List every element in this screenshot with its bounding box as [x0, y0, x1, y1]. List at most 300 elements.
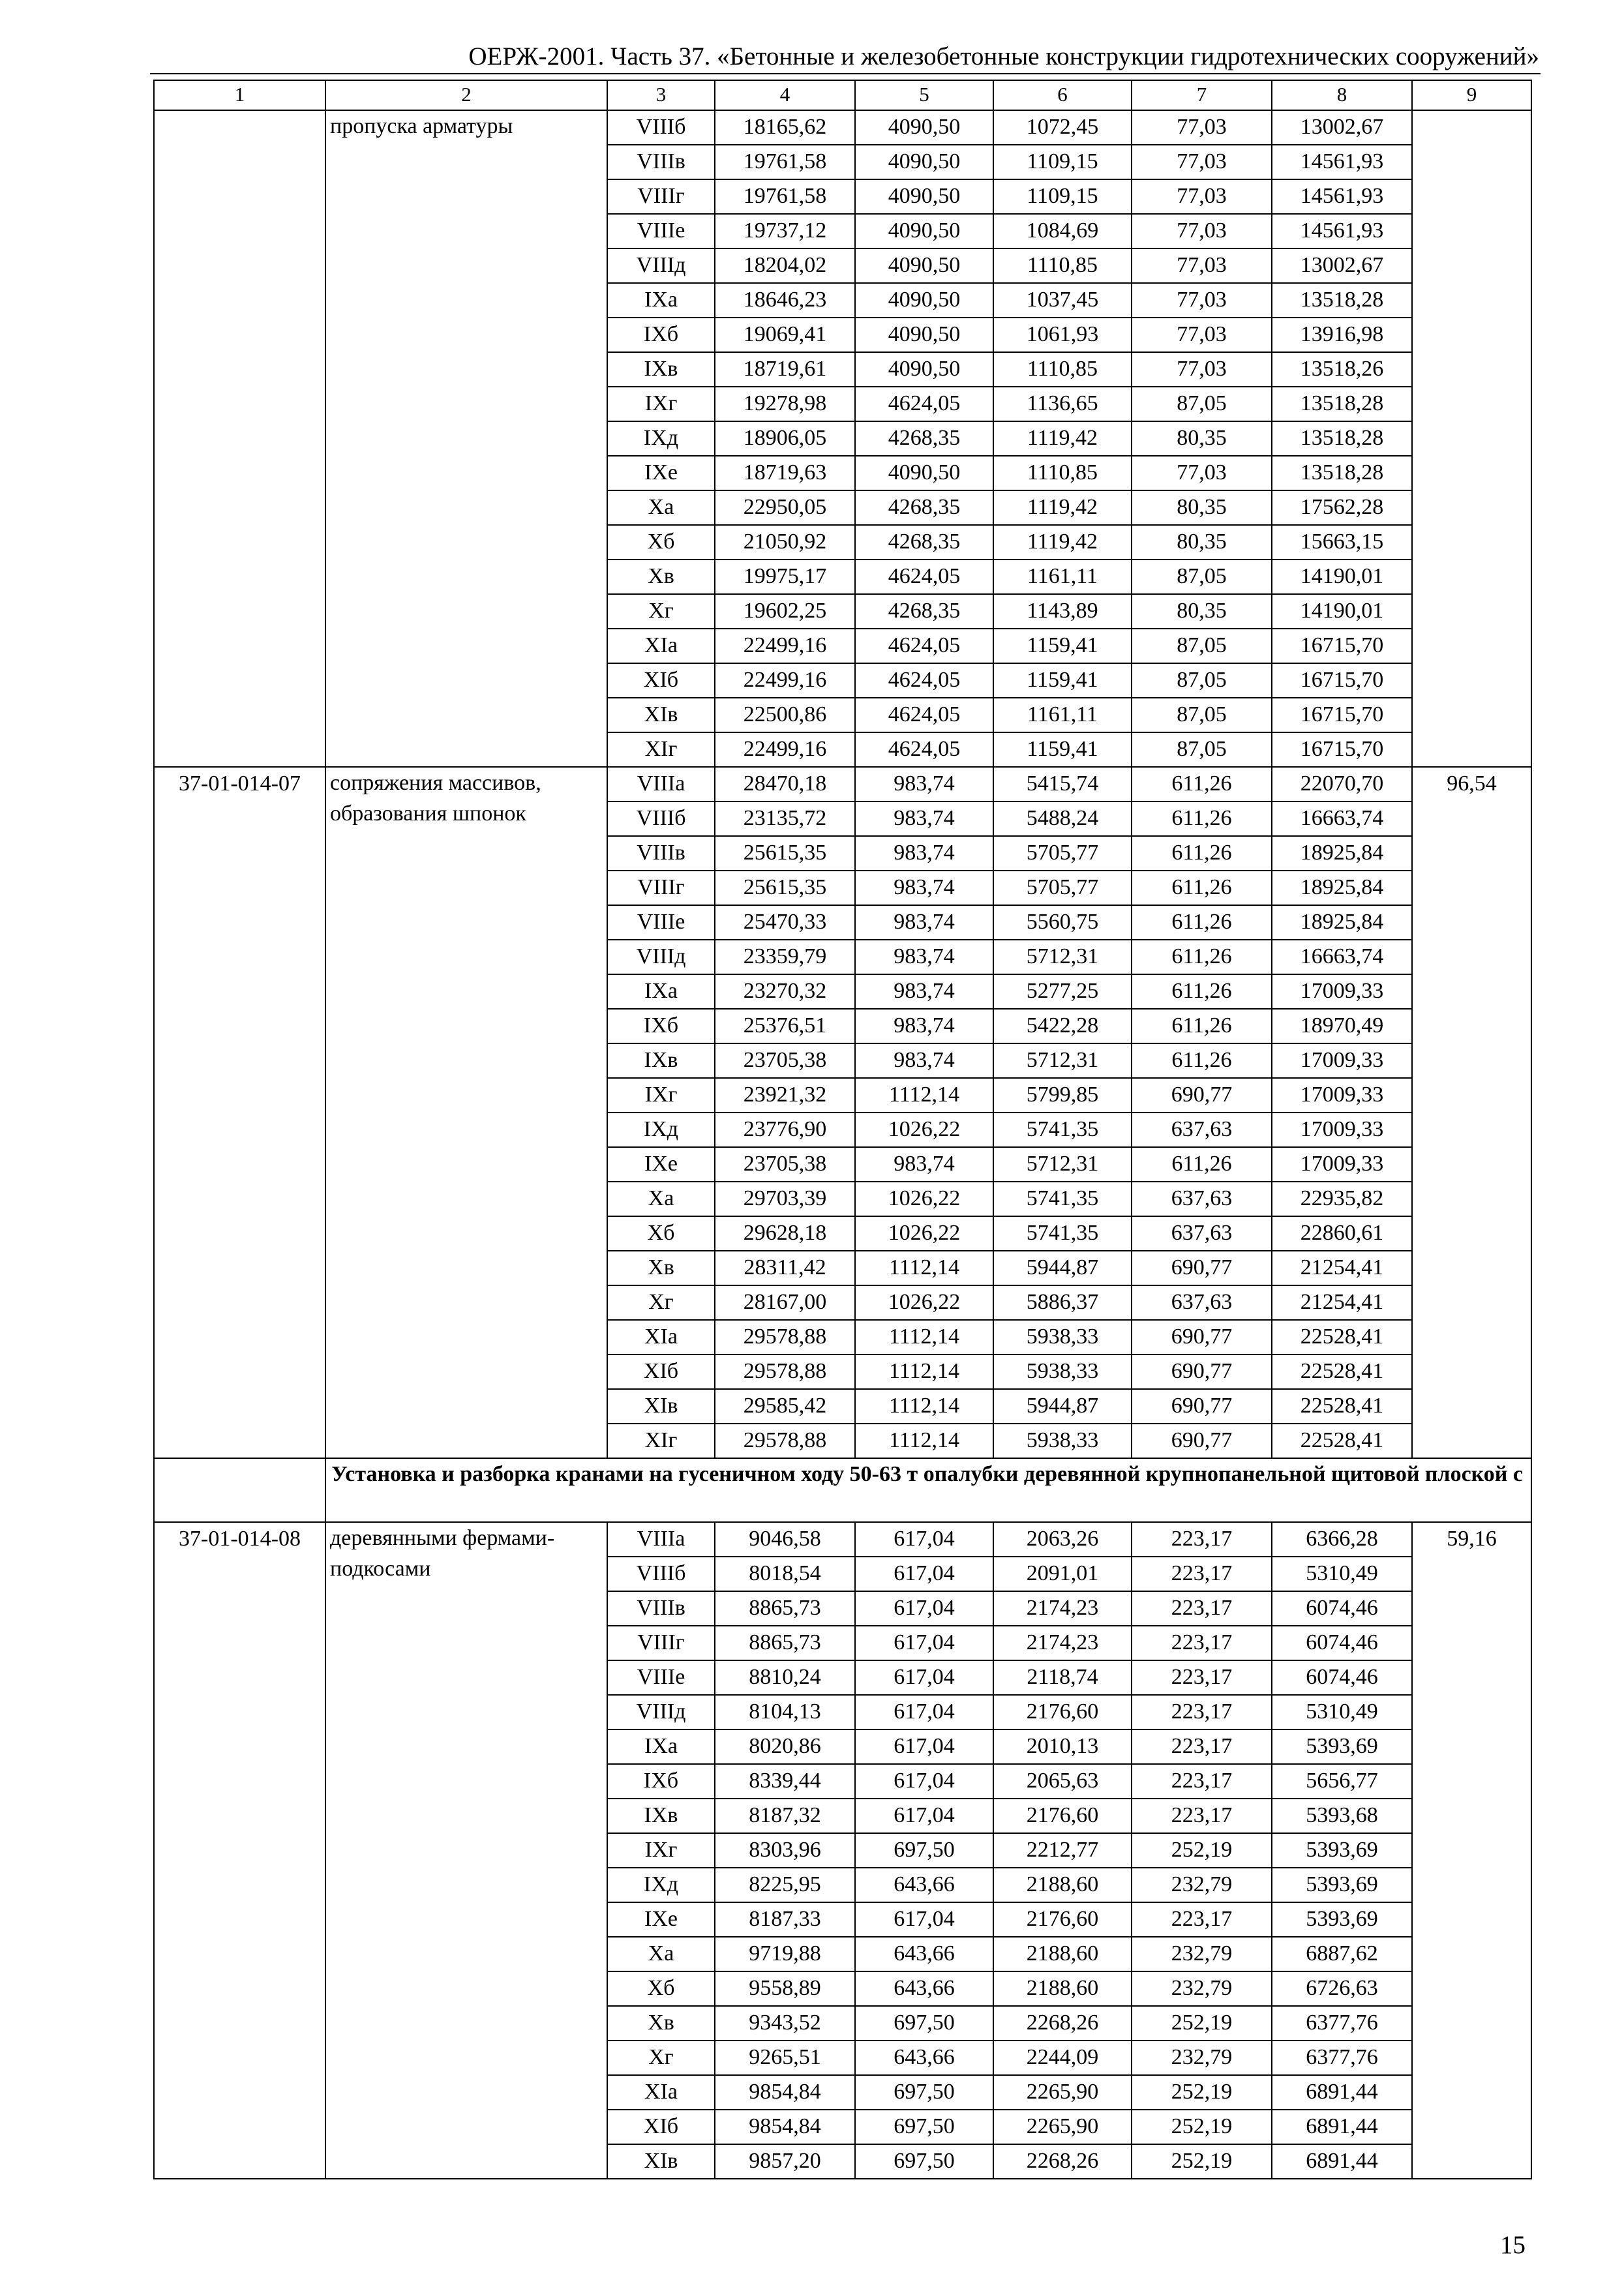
value-cell: 77,03: [1132, 318, 1272, 352]
column-number: 7: [1132, 80, 1272, 110]
value-cell: 5944,87: [993, 1389, 1132, 1424]
category-cell: VIIIд: [607, 248, 715, 283]
category-cell: XIа: [607, 2075, 715, 2110]
category-cell: VIIIб: [607, 1557, 715, 1591]
value-cell: 18925,84: [1272, 871, 1412, 905]
value-cell: 983,74: [855, 871, 993, 905]
value-cell: 4624,05: [855, 663, 993, 698]
value-cell: 252,19: [1132, 2075, 1272, 2110]
value-cell: 4090,50: [855, 179, 993, 214]
value-cell: 28470,18: [715, 767, 855, 801]
value-cell: 232,79: [1132, 1937, 1272, 1971]
value-cell: 4090,50: [855, 214, 993, 248]
value-cell: 1112,14: [855, 1320, 993, 1354]
value-cell: 617,04: [855, 1799, 993, 1833]
value-cell: 14561,93: [1272, 179, 1412, 214]
value-cell: 19278,98: [715, 387, 855, 421]
category-cell: IXв: [607, 352, 715, 387]
category-cell: XIа: [607, 1320, 715, 1354]
value-cell: 16663,74: [1272, 801, 1412, 836]
value-cell: 697,50: [855, 2110, 993, 2144]
column-number-row: [154, 80, 1531, 110]
value-cell: 25470,33: [715, 905, 855, 940]
value-cell: 611,26: [1132, 871, 1272, 905]
value-cell: 4090,50: [855, 352, 993, 387]
value-cell: 22950,05: [715, 490, 855, 525]
value-cell: 1026,22: [855, 1182, 993, 1216]
category-cell: Xг: [607, 1285, 715, 1320]
page-number: 15: [1500, 2231, 1526, 2259]
value-cell: 2118,74: [993, 1660, 1132, 1695]
value-cell: 16663,74: [1272, 940, 1412, 974]
value-cell: 19975,17: [715, 560, 855, 594]
value-cell: 223,17: [1132, 1626, 1272, 1660]
value-cell: 87,05: [1132, 560, 1272, 594]
value-cell: 5938,33: [993, 1320, 1132, 1354]
value-cell: 22528,41: [1272, 1424, 1412, 1458]
value-cell: 77,03: [1132, 248, 1272, 283]
column-number: 8: [1272, 80, 1412, 110]
value-cell: 13518,26: [1272, 352, 1412, 387]
category-cell: XIб: [607, 2110, 715, 2144]
value-cell: 18204,02: [715, 248, 855, 283]
value-cell: 637,63: [1132, 1113, 1272, 1147]
running-header: ОЕРЖ-2001. Часть 37. «Бетонные и железобетонные конструкции гидротехнических сооружений»: [468, 42, 1539, 70]
value-cell: 2188,60: [993, 1937, 1132, 1971]
value-cell: 1112,14: [855, 1251, 993, 1285]
value-cell: 9854,84: [715, 2110, 855, 2144]
category-cell: VIIIб: [607, 801, 715, 836]
category-cell: VIIIв: [607, 1591, 715, 1626]
value-cell: 252,19: [1132, 2110, 1272, 2144]
category-cell: IXд: [607, 421, 715, 456]
value-cell: 223,17: [1132, 1522, 1272, 1557]
value-cell: 611,26: [1132, 940, 1272, 974]
row-name: деревянными фермами-подкосами: [325, 1522, 607, 2179]
value-cell: 643,66: [855, 2041, 993, 2075]
category-cell: IXд: [607, 1113, 715, 1147]
value-cell: 1037,45: [993, 283, 1132, 318]
value-cell: 1110,85: [993, 248, 1132, 283]
value-cell: 18646,23: [715, 283, 855, 318]
value-cell: 4090,50: [855, 248, 993, 283]
value-cell: 4268,35: [855, 421, 993, 456]
value-cell: 16715,70: [1272, 698, 1412, 732]
value-cell: 5310,49: [1272, 1557, 1412, 1591]
value-cell: 13916,98: [1272, 318, 1412, 352]
value-cell: 5741,35: [993, 1113, 1132, 1147]
value-cell: 18925,84: [1272, 836, 1412, 871]
value-cell: 5393,69: [1272, 1729, 1412, 1764]
value-cell: 17009,33: [1272, 974, 1412, 1009]
value-cell: 690,77: [1132, 1354, 1272, 1389]
category-cell: IXе: [607, 456, 715, 490]
value-cell: 14561,93: [1272, 145, 1412, 179]
value-cell: 17009,33: [1272, 1078, 1412, 1113]
value-cell: 8020,86: [715, 1729, 855, 1764]
value-cell: 697,50: [855, 2144, 993, 2179]
value-cell: 14190,01: [1272, 560, 1412, 594]
value-cell: 2188,60: [993, 1868, 1132, 1902]
value-cell: 87,05: [1132, 387, 1272, 421]
value-cell: 19737,12: [715, 214, 855, 248]
category-cell: Xв: [607, 560, 715, 594]
value-cell: 80,35: [1132, 490, 1272, 525]
value-cell: 4090,50: [855, 145, 993, 179]
value-cell: 6887,62: [1272, 1937, 1412, 1971]
category-cell: IXе: [607, 1147, 715, 1182]
value-cell: 17009,33: [1272, 1113, 1412, 1147]
value-cell: 6377,76: [1272, 2006, 1412, 2041]
value-cell: 5705,77: [993, 871, 1132, 905]
value-cell: 4090,50: [855, 283, 993, 318]
category-cell: Xб: [607, 525, 715, 560]
value-cell: 4624,05: [855, 387, 993, 421]
value-cell: 223,17: [1132, 1729, 1272, 1764]
value-cell: 223,17: [1132, 1591, 1272, 1626]
price-table: [153, 80, 1532, 2179]
category-cell: XIа: [607, 629, 715, 663]
value-cell: 690,77: [1132, 1251, 1272, 1285]
category-cell: Xа: [607, 490, 715, 525]
value-cell: 697,50: [855, 2006, 993, 2041]
section-row: [154, 1458, 1531, 1522]
value-cell: 23705,38: [715, 1147, 855, 1182]
value-cell: 5560,75: [993, 905, 1132, 940]
category-cell: IXг: [607, 1078, 715, 1113]
value-cell: 6891,44: [1272, 2075, 1412, 2110]
value-cell: 16715,70: [1272, 629, 1412, 663]
value-cell: 690,77: [1132, 1424, 1272, 1458]
value-cell: 983,74: [855, 1009, 993, 1043]
value-cell: 4624,05: [855, 698, 993, 732]
row-code: [154, 110, 325, 767]
value-cell: 22499,16: [715, 629, 855, 663]
value-cell: 983,74: [855, 974, 993, 1009]
value-cell: 9854,84: [715, 2075, 855, 2110]
value-cell: 22500,86: [715, 698, 855, 732]
category-cell: IXа: [607, 974, 715, 1009]
value-cell: 18165,62: [715, 110, 855, 145]
value-cell: 14190,01: [1272, 594, 1412, 629]
value-cell: 21254,41: [1272, 1251, 1412, 1285]
table-row: [154, 767, 1531, 801]
value-cell: 617,04: [855, 1626, 993, 1660]
category-cell: VIIIг: [607, 1626, 715, 1660]
value-cell: 1109,15: [993, 145, 1132, 179]
value-cell: 983,74: [855, 1043, 993, 1078]
value-cell: 22070,70: [1272, 767, 1412, 801]
value-cell: 80,35: [1132, 525, 1272, 560]
value-cell: 1084,69: [993, 214, 1132, 248]
value-cell: 617,04: [855, 1729, 993, 1764]
value-cell: 2188,60: [993, 1971, 1132, 2006]
category-cell: IXа: [607, 1729, 715, 1764]
value-cell: 5944,87: [993, 1251, 1132, 1285]
value-cell: 5393,69: [1272, 1833, 1412, 1868]
category-cell: IXд: [607, 1868, 715, 1902]
value-cell: 1159,41: [993, 663, 1132, 698]
value-cell: 2268,26: [993, 2006, 1132, 2041]
column-number: 9: [1412, 80, 1531, 110]
column-number: 3: [607, 80, 715, 110]
value-cell: 29585,42: [715, 1389, 855, 1424]
value-cell: 611,26: [1132, 1009, 1272, 1043]
value-cell: 5886,37: [993, 1285, 1132, 1320]
value-cell: 28311,42: [715, 1251, 855, 1285]
value-cell: 21050,92: [715, 525, 855, 560]
value-cell: 18906,05: [715, 421, 855, 456]
value-cell: 23776,90: [715, 1113, 855, 1147]
column-number: 2: [325, 80, 607, 110]
column-number: 1: [154, 80, 325, 110]
category-cell: VIIIе: [607, 1660, 715, 1695]
value-cell: 6366,28: [1272, 1522, 1412, 1557]
value-cell: 19602,25: [715, 594, 855, 629]
value-cell: 983,74: [855, 940, 993, 974]
category-cell: IXб: [607, 1009, 715, 1043]
value-cell: 87,05: [1132, 629, 1272, 663]
value-cell: 23270,32: [715, 974, 855, 1009]
category-cell: IXб: [607, 1764, 715, 1799]
value-cell: 697,50: [855, 1833, 993, 1868]
value-cell: 2265,90: [993, 2110, 1132, 2144]
value-cell: 23135,72: [715, 801, 855, 836]
value-cell: 1119,42: [993, 525, 1132, 560]
value-cell: 13518,28: [1272, 283, 1412, 318]
value-cell: 9265,51: [715, 2041, 855, 2075]
value-cell: 1159,41: [993, 732, 1132, 767]
value-cell: 9857,20: [715, 2144, 855, 2179]
value-cell: 2091,01: [993, 1557, 1132, 1591]
value-cell: 6891,44: [1272, 2144, 1412, 2179]
value-cell: 223,17: [1132, 1660, 1272, 1695]
value-cell: 15663,15: [1272, 525, 1412, 560]
value-cell: 18719,61: [715, 352, 855, 387]
value-cell: 223,17: [1132, 1557, 1272, 1591]
row-name: пропуска арматуры: [325, 110, 607, 767]
value-cell: 22528,41: [1272, 1320, 1412, 1354]
value-cell: 2065,63: [993, 1764, 1132, 1799]
value-cell: 22860,61: [1272, 1216, 1412, 1251]
category-cell: XIв: [607, 698, 715, 732]
value-cell: 19069,41: [715, 318, 855, 352]
value-cell: 6726,63: [1272, 1971, 1412, 2006]
category-cell: VIIIа: [607, 767, 715, 801]
value-cell: 16715,70: [1272, 663, 1412, 698]
category-cell: Xг: [607, 594, 715, 629]
row-code: 37-01-014-08: [154, 1522, 325, 2179]
category-cell: Xб: [607, 1971, 715, 2006]
value-cell: 80,35: [1132, 421, 1272, 456]
value-cell: 617,04: [855, 1695, 993, 1729]
value-cell: 19761,58: [715, 145, 855, 179]
value-cell: 22935,82: [1272, 1182, 1412, 1216]
value-cell: 5705,77: [993, 836, 1132, 871]
category-cell: Xг: [607, 2041, 715, 2075]
value-cell: 5393,69: [1272, 1902, 1412, 1937]
column-number: 6: [993, 80, 1132, 110]
value-cell: 611,26: [1132, 801, 1272, 836]
value-cell: 697,50: [855, 2075, 993, 2110]
value-cell: 23705,38: [715, 1043, 855, 1078]
value-cell: 6074,46: [1272, 1591, 1412, 1626]
value-cell: 29578,88: [715, 1354, 855, 1389]
table-row: [154, 1522, 1531, 1557]
category-cell: VIIIб: [607, 110, 715, 145]
value-cell: 5488,24: [993, 801, 1132, 836]
value-cell: 5656,77: [1272, 1764, 1412, 1799]
value-cell: 983,74: [855, 801, 993, 836]
value-cell: 6891,44: [1272, 2110, 1412, 2144]
value-cell: 87,05: [1132, 698, 1272, 732]
value-cell: 5712,31: [993, 1043, 1132, 1078]
value-cell: 4268,35: [855, 594, 993, 629]
value-cell: 6074,46: [1272, 1660, 1412, 1695]
value-cell: 2265,90: [993, 2075, 1132, 2110]
value-cell: 1026,22: [855, 1113, 993, 1147]
value-cell: 5415,74: [993, 767, 1132, 801]
category-cell: IXг: [607, 1833, 715, 1868]
value-cell: 17009,33: [1272, 1043, 1412, 1078]
value-cell: 1109,15: [993, 179, 1132, 214]
category-cell: VIIIе: [607, 905, 715, 940]
value-cell: 1119,42: [993, 490, 1132, 525]
value-cell: 87,05: [1132, 732, 1272, 767]
value-cell: 5393,69: [1272, 1868, 1412, 1902]
value-cell: 690,77: [1132, 1320, 1272, 1354]
value-cell: 617,04: [855, 1557, 993, 1591]
value-cell: 25615,35: [715, 836, 855, 871]
value-cell: 77,03: [1132, 110, 1272, 145]
value-cell: 1026,22: [855, 1216, 993, 1251]
value-cell: 617,04: [855, 1591, 993, 1626]
category-cell: IXв: [607, 1799, 715, 1833]
labor-cost-cell: [1412, 110, 1531, 767]
value-cell: 1161,11: [993, 560, 1132, 594]
value-cell: 4268,35: [855, 490, 993, 525]
category-cell: Xв: [607, 2006, 715, 2041]
value-cell: 13518,28: [1272, 421, 1412, 456]
value-cell: 22499,16: [715, 732, 855, 767]
value-cell: 983,74: [855, 905, 993, 940]
value-cell: 2176,60: [993, 1902, 1132, 1937]
value-cell: 23359,79: [715, 940, 855, 974]
value-cell: 8225,95: [715, 1868, 855, 1902]
value-cell: 5310,49: [1272, 1695, 1412, 1729]
value-cell: 6377,76: [1272, 2041, 1412, 2075]
value-cell: 1136,65: [993, 387, 1132, 421]
value-cell: 1119,42: [993, 421, 1132, 456]
value-cell: 2176,60: [993, 1799, 1132, 1833]
value-cell: 5712,31: [993, 1147, 1132, 1182]
value-cell: 29578,88: [715, 1320, 855, 1354]
value-cell: 611,26: [1132, 905, 1272, 940]
value-cell: 5422,28: [993, 1009, 1132, 1043]
value-cell: 252,19: [1132, 2006, 1272, 2041]
labor-cost-cell: 96,54: [1412, 767, 1531, 1458]
value-cell: 77,03: [1132, 179, 1272, 214]
category-cell: XIв: [607, 2144, 715, 2179]
value-cell: 9558,89: [715, 1971, 855, 2006]
value-cell: 611,26: [1132, 974, 1272, 1009]
value-cell: 2268,26: [993, 2144, 1132, 2179]
value-cell: 1161,11: [993, 698, 1132, 732]
value-cell: 5938,33: [993, 1354, 1132, 1389]
value-cell: 17562,28: [1272, 490, 1412, 525]
value-cell: 4268,35: [855, 525, 993, 560]
value-cell: 29628,18: [715, 1216, 855, 1251]
value-cell: 13002,67: [1272, 110, 1412, 145]
category-cell: IXб: [607, 318, 715, 352]
value-cell: 643,66: [855, 1971, 993, 2006]
value-cell: 983,74: [855, 767, 993, 801]
category-cell: Xв: [607, 1251, 715, 1285]
value-cell: 28167,00: [715, 1285, 855, 1320]
value-cell: 8865,73: [715, 1591, 855, 1626]
value-cell: 983,74: [855, 1147, 993, 1182]
table-body: [154, 80, 1531, 2179]
category-cell: XIв: [607, 1389, 715, 1424]
value-cell: 77,03: [1132, 352, 1272, 387]
category-cell: VIIIд: [607, 940, 715, 974]
value-cell: 690,77: [1132, 1078, 1272, 1113]
value-cell: 4090,50: [855, 110, 993, 145]
category-cell: XIг: [607, 1424, 715, 1458]
value-cell: 983,74: [855, 836, 993, 871]
value-cell: 77,03: [1132, 145, 1272, 179]
value-cell: 5799,85: [993, 1078, 1132, 1113]
category-cell: IXе: [607, 1902, 715, 1937]
value-cell: 617,04: [855, 1902, 993, 1937]
value-cell: 637,63: [1132, 1216, 1272, 1251]
category-cell: IXа: [607, 283, 715, 318]
category-cell: IXг: [607, 387, 715, 421]
value-cell: 690,77: [1132, 1389, 1272, 1424]
value-cell: 223,17: [1132, 1695, 1272, 1729]
value-cell: 13518,28: [1272, 387, 1412, 421]
value-cell: 2212,77: [993, 1833, 1132, 1868]
category-cell: IXв: [607, 1043, 715, 1078]
value-cell: 232,79: [1132, 1971, 1272, 2006]
value-cell: 611,26: [1132, 767, 1272, 801]
value-cell: 232,79: [1132, 2041, 1272, 2075]
value-cell: 5393,68: [1272, 1799, 1412, 1833]
category-cell: VIIIе: [607, 214, 715, 248]
value-cell: 1110,85: [993, 456, 1132, 490]
value-cell: 252,19: [1132, 1833, 1272, 1868]
value-cell: 8187,33: [715, 1902, 855, 1937]
value-cell: 5741,35: [993, 1182, 1132, 1216]
value-cell: 80,35: [1132, 594, 1272, 629]
value-cell: 611,26: [1132, 1147, 1272, 1182]
value-cell: 2174,23: [993, 1626, 1132, 1660]
value-cell: 4090,50: [855, 456, 993, 490]
value-cell: 1159,41: [993, 629, 1132, 663]
value-cell: 9046,58: [715, 1522, 855, 1557]
value-cell: 25376,51: [715, 1009, 855, 1043]
value-cell: 1112,14: [855, 1389, 993, 1424]
section-empty-cell: [154, 1458, 325, 1522]
value-cell: 87,05: [1132, 663, 1272, 698]
value-cell: 223,17: [1132, 1799, 1272, 1833]
category-cell: VIIIа: [607, 1522, 715, 1557]
value-cell: 1112,14: [855, 1424, 993, 1458]
value-cell: 5277,25: [993, 974, 1132, 1009]
value-cell: 611,26: [1132, 836, 1272, 871]
value-cell: 9719,88: [715, 1937, 855, 1971]
category-cell: VIIIв: [607, 145, 715, 179]
